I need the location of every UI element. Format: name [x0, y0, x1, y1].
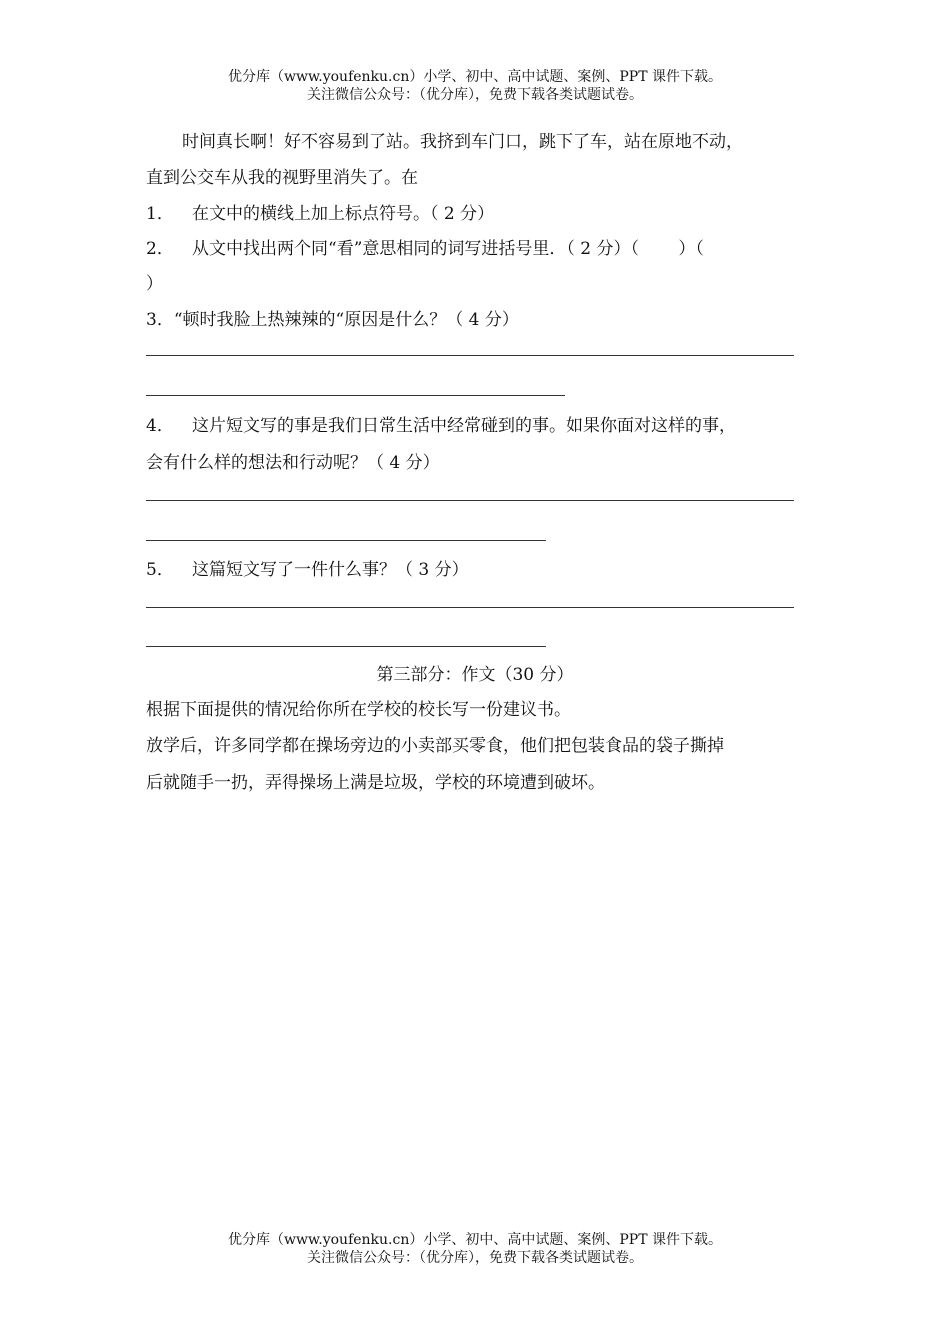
question-3: 3．“顿时我脸上热辣辣的“原因是什么？（ 4 分） — [146, 310, 519, 330]
footer-line-2: 关注微信公众号：（优分库），免费下载各类试题试卷。 — [307, 1250, 643, 1266]
question-2-number: 2． — [146, 239, 174, 259]
essay-situation-line-1: 放学后，许多同学都在操场旁边的小卖部买零食，他们把包装食品的袋子撕掉 — [146, 736, 724, 756]
essay-situation-line-2: 后就随手一扔，弄得操场上满是垃圾，学校的环境遭到破坏。 — [146, 773, 605, 793]
question-4-continuation: 会有什么样的想法和行动呢？（ 4 分） — [146, 453, 440, 473]
section-title: 第三部分：作文（30 分） — [376, 665, 574, 685]
passage-line-2: 直到公交车从我的视野里消失了。在 — [146, 168, 418, 188]
question-5 — [146, 555, 469, 580]
answer-line[interactable] — [146, 646, 546, 647]
answer-line[interactable] — [146, 355, 794, 356]
answer-line[interactable] — [146, 540, 546, 541]
question-4-number: 4． — [146, 416, 174, 436]
page-footer — [0, 1231, 950, 1267]
footer-line-1: 优分库（www.youfenku.cn）小学、初中、高中试题、案例、PPT 课件下载。 — [227, 1232, 722, 1248]
question-2 — [146, 234, 704, 259]
page-header — [0, 68, 950, 104]
answer-line[interactable] — [146, 607, 794, 608]
passage-line-1: 时间真长啊！好不容易到了站。我挤到车门口，跳下了车，站在原地不动， — [182, 132, 743, 152]
question-1 — [146, 199, 494, 224]
question-5-text: 这篇短文写了一件什么事？（ 3 分） — [192, 560, 469, 580]
question-2-text: 从文中找出两个同“看”意思相同的词写进括号里．（ 2 分）（ ）（ — [192, 239, 704, 259]
header-line-1: 优分库（www.youfenku.cn）小学、初中、高中试题、案例、PPT 课件下载。 — [227, 69, 722, 85]
question-5-number: 5． — [146, 560, 174, 580]
essay-prompt: 根据下面提供的情况给你所在学校的校长写一份建议书。 — [146, 700, 571, 720]
header-line-2: 关注微信公众号：（优分库），免费下载各类试题试卷。 — [307, 87, 643, 103]
question-4-text: 这片短文写的事是我们日常生活中经常碰到的事。如果你面对这样的事， — [192, 416, 736, 436]
answer-line[interactable] — [146, 395, 565, 396]
question-1-number: 1． — [146, 204, 174, 224]
question-4 — [146, 411, 736, 436]
answer-line[interactable] — [146, 500, 794, 501]
question-2-continuation: ） — [146, 274, 163, 294]
question-1-text: 在文中的横线上加上标点符号。（ 2 分） — [192, 204, 495, 224]
